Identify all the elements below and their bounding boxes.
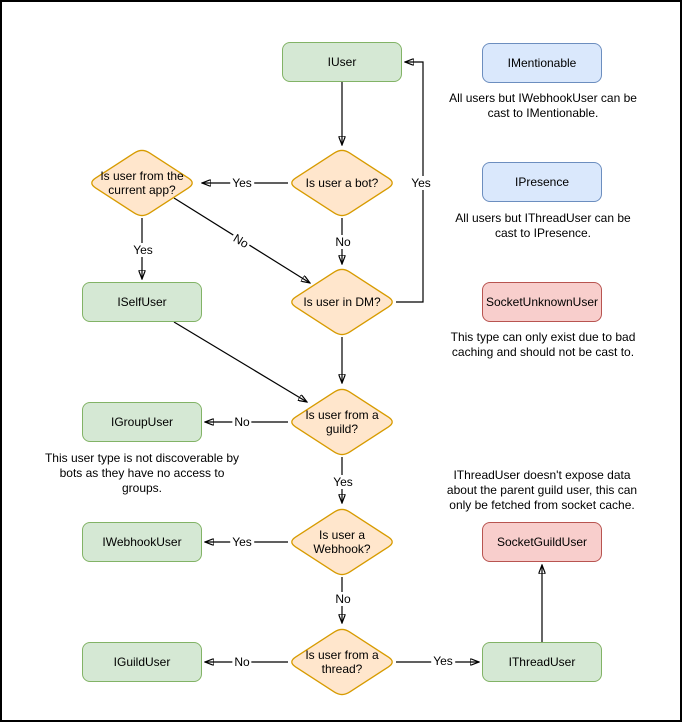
decision-is-user-a-webhook-label: Is user a Webhook? xyxy=(313,528,371,556)
decision-is-user-a-bot-label: Is user a bot? xyxy=(305,176,379,190)
decision-is-user-from-guild xyxy=(285,384,399,460)
edge-label-bot-yes: Yes xyxy=(232,176,252,190)
node-iselfuser xyxy=(82,282,202,322)
node-socketguilduser-label: SocketGuildUser xyxy=(496,535,588,549)
note-ithreaduser: IThreadUser doesn't expose data about the parent guild user, this can only be fetched from socket cache. xyxy=(446,468,638,512)
node-igroupuser xyxy=(82,402,202,442)
note-imentionable: All users but IWebhookUser can be cast to IMentionable. xyxy=(449,91,637,120)
node-socketguilduser xyxy=(482,522,602,562)
edge-label-thread-yes: Yes xyxy=(433,654,453,668)
note-ipresence: All users but IThreadUser can be cast to IPresence. xyxy=(455,211,631,240)
edge-label-guild-no: No xyxy=(234,415,250,429)
edge-label-bot-no: No xyxy=(335,235,351,249)
decision-is-user-from-thread xyxy=(285,624,399,700)
node-imentionable-label: IMentionable xyxy=(507,56,577,70)
edge-label-current-app-no: No xyxy=(230,231,252,251)
node-iguilduser xyxy=(82,642,202,682)
node-iguilduser-label: IGuildUser xyxy=(113,655,171,669)
node-ipresence xyxy=(482,162,602,202)
decision-is-user-from-guild-label: Is user from a guild? xyxy=(305,408,379,436)
node-socketunknownuser-label: SocketUnknownUser xyxy=(485,295,599,309)
node-imentionable xyxy=(482,43,602,83)
decision-is-user-in-dm xyxy=(285,264,399,340)
node-ithreaduser xyxy=(482,642,602,682)
decision-is-user-in-dm-label: Is user in DM? xyxy=(303,295,381,309)
edge-label-dm-yes: Yes xyxy=(411,176,431,190)
note-socketunknownuser: This type can only exist due to bad caching and should not be cast to. xyxy=(450,330,636,359)
node-iselfuser-label: ISelfUser xyxy=(117,295,167,309)
edge-label-webhook-no: No xyxy=(335,592,351,606)
edge-label-thread-no: No xyxy=(234,655,250,669)
node-ithreaduser-label: IThreadUser xyxy=(508,655,576,669)
node-igroupuser-label: IGroupUser xyxy=(110,415,174,429)
node-iwebhookuser-label: IWebhookUser xyxy=(102,535,182,549)
decision-is-user-from-current-app-label: Is user from the current app? xyxy=(100,169,184,197)
node-ipresence-label: IPresence xyxy=(514,175,570,189)
node-iuser-label: IUser xyxy=(327,55,357,69)
node-iuser xyxy=(282,42,402,82)
edge-label-guild-yes: Yes xyxy=(333,475,353,489)
node-socketunknownuser xyxy=(482,282,602,322)
decision-is-user-a-webhook xyxy=(285,504,399,580)
edge-label-current-app-yes: Yes xyxy=(133,243,153,257)
note-igroupuser: This user type is not discoverable by bots as they have no access to groups. xyxy=(44,451,240,495)
decision-is-user-from-current-app xyxy=(85,145,199,221)
decision-is-user-from-thread-label: Is user from a thread? xyxy=(305,648,379,676)
node-iwebhookuser xyxy=(82,522,202,562)
edge-label-webhook-yes: Yes xyxy=(232,535,252,549)
decision-is-user-a-bot xyxy=(285,145,399,221)
